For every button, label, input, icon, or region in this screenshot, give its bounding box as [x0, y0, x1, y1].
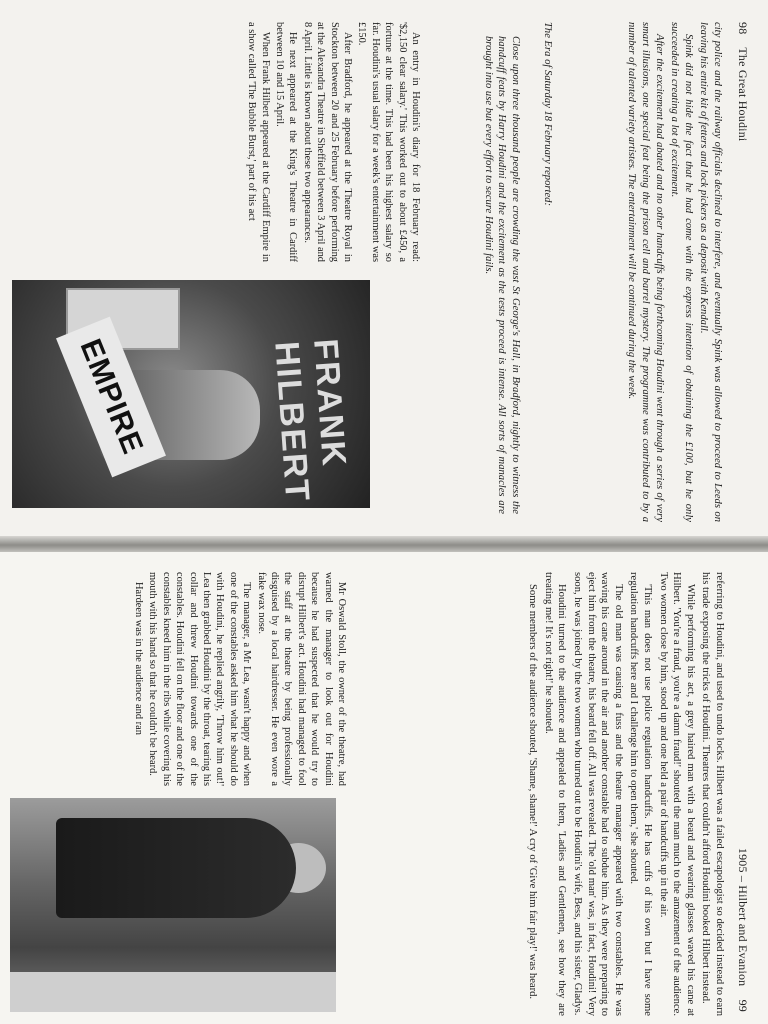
poster-sign: EMPIRE [56, 317, 166, 478]
paragraph: Some members of the audience shouted, 'Shame, shame!' A cry of 'Give him fair play!' was heard. [527, 584, 539, 1000]
paragraph: 'This man does not use police regulation handcuffs. He has cuffs of his own but I have some regulation handcuffs here and I challenge him to open them,' she shouted. [628, 572, 654, 1016]
photo-doorway [10, 972, 336, 1012]
running-head-98 [735, 22, 750, 141]
houdini-disguise-photo [10, 798, 336, 1012]
paragraph: Hardeen was in the audience and ran [132, 582, 144, 735]
paragraph: An entry in Houdini's diary for 18 February read: '$2,150 clear salary.' This worked out to about £450, a fortune at the time. This had been his highest salary so far. Houdini's usual salary for a week's entertainment was £150. [356, 22, 421, 262]
text-column-99 [131, 572, 349, 786]
era-quote [479, 36, 522, 514]
page-99-content [0, 552, 768, 1024]
paragraph: When Frank Hilbert appeared at the Cardiff Empire in a show called 'The Bubble Burst,' part of his act [246, 22, 271, 262]
paragraph: city police and the railway officials declined to interfere, and eventually Spink was allowed to proceed to Leeds on leaving his entire kit of fetters and lock pickers as a deposit with Kendall. [698, 22, 723, 522]
paragraph: Spink did not hide the fact that he had come with the express intention of obtaining the £100, but he only succeeded in creating a lot of excitement. [669, 22, 694, 522]
era-line: The Era of Saturday 18 February reported: [542, 22, 553, 206]
running-head-99 [735, 572, 750, 1012]
paragraph: referring to Houdini, and used to undo locks. Hilbert was a failed escapologist so decided instead to earn his trade exposing the tricks of Houdini. Theatres that couldn't afford Houdini booked Hilbert instead. [700, 572, 725, 1016]
paragraph: The old man was causing a fuss and the theatre manager appeared with two constables. He was waving his cane around in the air and another constable had to subdue him. As they were preparing to eject him from the theatre, his beard fell off. All was revealed. The 'old man' was, in fact, Houdini! Very soon, he was joined by the two women who turned out to be Houdini's wife, Bess, and his sister, Gladys. [572, 572, 624, 1016]
running-head-title: 1905 – Hilbert and Evanion [736, 847, 750, 987]
paragraph: Mr Oswald Stoll, the owner of the theatre, had warned the manager to look out for Houdini because he had suspected that he would try to disrupt Hilbert's act. Houdini had managed to fool the staff at the theatre by being professionally disguised by a local hairdresser. He even wore a fake wax nose. [255, 572, 347, 786]
paragraph: After Bradford, he appeared at the Theatre Royal in Stockton between 20 and 25 February before performing at the Alexandra Theatre in Sheffield between 3 April and 8 April. Little is known about these two appearances. [301, 22, 353, 262]
running-head-title: The Great Houdini [736, 47, 750, 142]
italic-intro [623, 22, 724, 522]
photo-figure [56, 818, 296, 918]
page-number: 99 [736, 999, 750, 1012]
paragraph: Houdini turned to the audience and appealed to them, 'Ladies and Gentlemen, see how they are treating me! It's not right!' he shouted. [542, 572, 568, 1016]
paragraph: While performing his act, a grey haired man with a beard and wearing glasses waved his cane at Hilbert. 'You're a fraud, you're a damn fraud!' shouted the man much to the amazement of the audience. Two women close by him, stood up and one held a pair of handcuffs up in the air. [657, 572, 696, 1016]
page-number: 98 [736, 22, 750, 35]
paragraph: He next appeared at the King's Theatre in Cardiff between 10 and 15 April. [273, 22, 299, 262]
body-text-99 [524, 572, 726, 1016]
text-column-98 [244, 22, 422, 262]
paragraph: The manager, a Mr Lea, wasn't happy and when one of the constables asked him what he should do with Houdini, he replied angrily, 'Throw him out!' Lea then grabbed Houdini by the throat, tearing his collar and threw Houdini towards one of the constables. Houdini fell on the floor and one of the constables kneed him in the ribs while covering his mouth with his hand so that he couldn't be heard. [147, 572, 253, 786]
paragraph: After the excitement had abated and no other handcuffs being forthcoming Houdini went through a series of very smart illusions, one special feat being the prison cell and barrel mystery. The programme was contributed to by a number of talented variety artistes. The entertainment will be continued during the week. [626, 22, 665, 522]
quote: Close upon three thousand people are crowding the vast St George's Hall, in Bradford, nightly to witness the handcuff feats by Harry Houdini and the excitement as the tests proceed is intense. All sorts of manacles are brought into use but every effort to secure Houdini fails. [482, 36, 521, 514]
poster-title: FRANK HILBERT [267, 337, 354, 504]
hilbert-poster-image [12, 280, 370, 508]
page-99 [0, 552, 768, 1024]
era-heading [538, 22, 554, 522]
